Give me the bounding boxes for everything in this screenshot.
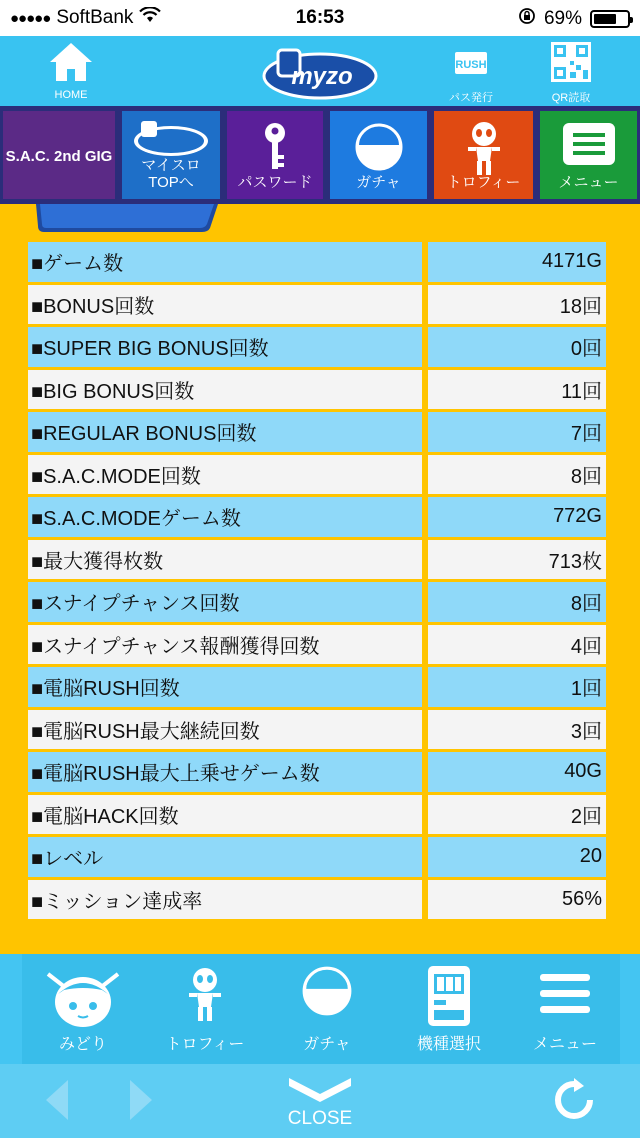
stats-row bbox=[28, 540, 612, 583]
stats-row bbox=[28, 880, 612, 923]
stats-row bbox=[28, 710, 612, 753]
stat-label: ■S.A.C.MODEゲーム数 bbox=[28, 497, 425, 540]
nav-password[interactable] bbox=[224, 108, 326, 202]
game-banner-text: S.A.C. 2nd GIG bbox=[5, 148, 113, 165]
stat-value: 0回 bbox=[425, 327, 609, 370]
stats-row bbox=[28, 497, 612, 540]
stat-value: 4171G bbox=[425, 242, 609, 285]
tab-trophy[interactable] bbox=[144, 954, 266, 1064]
nav-gacha[interactable] bbox=[327, 108, 430, 202]
tab-machine-select-label: 機種選択 bbox=[416, 1036, 481, 1053]
nav-menu[interactable] bbox=[537, 108, 640, 202]
nav-menu-label: メニュー bbox=[558, 174, 619, 191]
chevron-left-icon bbox=[42, 1078, 72, 1122]
pass-issue-label: パス発行 bbox=[449, 92, 493, 104]
status-bar bbox=[0, 0, 640, 36]
nav-password-label: パスワード bbox=[237, 174, 313, 191]
myzo-logo[interactable] bbox=[260, 42, 380, 102]
stats-row bbox=[28, 285, 612, 328]
stat-label: ■BONUS回数 bbox=[28, 285, 425, 328]
top-nav bbox=[0, 106, 640, 204]
qr-read-button[interactable] bbox=[538, 40, 604, 105]
close-label: CLOSE bbox=[287, 1108, 353, 1129]
battery-fill bbox=[594, 14, 616, 24]
stats-panel bbox=[0, 204, 640, 954]
stats-row bbox=[28, 752, 612, 795]
stat-label: ■BIG BONUS回数 bbox=[28, 370, 425, 413]
stats-row bbox=[28, 412, 612, 455]
stats-row bbox=[28, 667, 612, 710]
orientation-lock-icon bbox=[518, 7, 536, 31]
tab-gacha[interactable] bbox=[266, 954, 388, 1064]
menu-icon bbox=[561, 121, 617, 167]
nav-myslo-top[interactable] bbox=[119, 108, 223, 202]
stat-value: 2回 bbox=[425, 795, 609, 838]
stats-row bbox=[28, 242, 612, 285]
logo-text: myzo bbox=[291, 63, 353, 90]
stat-value: 11回 bbox=[425, 370, 609, 413]
pass-issue-button[interactable] bbox=[438, 40, 504, 105]
status-right bbox=[518, 7, 630, 31]
chevron-down-icon bbox=[285, 1076, 355, 1102]
tab-midori[interactable] bbox=[22, 954, 144, 1064]
carrier-name: SoftBank bbox=[56, 7, 134, 28]
home-icon bbox=[47, 40, 95, 84]
stats-row bbox=[28, 455, 612, 498]
stat-label: ■スナイプチャンス報酬獲得回数 bbox=[28, 625, 425, 668]
stats-row bbox=[28, 327, 612, 370]
app-header bbox=[0, 36, 640, 106]
tab-trophy-label: トロフィー bbox=[165, 1036, 245, 1053]
stat-value: 1回 bbox=[425, 667, 609, 710]
qr-code-icon bbox=[549, 40, 593, 84]
stat-value: 20 bbox=[425, 837, 609, 880]
myzo-logo-icon bbox=[131, 117, 211, 161]
stat-value: 8回 bbox=[425, 582, 609, 625]
stat-label: ■最大獲得枚数 bbox=[28, 540, 425, 583]
gacha-capsule-icon bbox=[300, 964, 354, 1018]
stat-value: 772G bbox=[425, 497, 609, 540]
rush-text: RUSH bbox=[455, 59, 487, 71]
stats-row bbox=[28, 625, 612, 668]
rush-pass-icon bbox=[449, 40, 493, 84]
home-button[interactable] bbox=[38, 40, 104, 101]
stat-label: ■S.A.C.MODE回数 bbox=[28, 455, 425, 498]
gacha-capsule-icon bbox=[353, 121, 405, 173]
qr-read-label: QR読取 bbox=[551, 92, 591, 104]
stats-row bbox=[28, 795, 612, 838]
stat-value: 7回 bbox=[425, 412, 609, 455]
stat-label: ■レベル bbox=[28, 837, 425, 880]
stat-value: 713枚 bbox=[425, 540, 609, 583]
stat-label: ■ミッション達成率 bbox=[28, 880, 425, 923]
stat-value: 56% bbox=[425, 880, 609, 923]
stat-value: 3回 bbox=[425, 710, 609, 753]
stat-label: ■電脳RUSH最大継続回数 bbox=[28, 710, 425, 753]
nav-trophy[interactable] bbox=[431, 108, 536, 202]
game-banner-icon bbox=[3, 111, 115, 199]
stat-value: 18回 bbox=[425, 285, 609, 328]
slot-machine-icon bbox=[426, 964, 472, 1028]
home-label: HOME bbox=[54, 89, 88, 101]
reload-icon bbox=[552, 1078, 596, 1122]
tab-menu-label: メニュー bbox=[532, 1036, 597, 1053]
stat-value: 40G bbox=[425, 752, 609, 795]
stat-label: ■ゲーム数 bbox=[28, 242, 425, 285]
stat-label: ■電脳HACK回数 bbox=[28, 795, 425, 838]
nav-myslo-line1: マイスロ bbox=[141, 157, 201, 174]
stat-value: 8回 bbox=[425, 455, 609, 498]
stat-label: ■電脳RUSH回数 bbox=[28, 667, 425, 710]
nav-game-banner[interactable] bbox=[0, 108, 118, 202]
nav-myslo-line2: TOPへ bbox=[148, 174, 194, 191]
chevron-right-icon bbox=[126, 1078, 156, 1122]
stat-label: ■スナイプチャンス回数 bbox=[28, 582, 425, 625]
stat-label: ■電脳RUSH最大上乗せゲーム数 bbox=[28, 752, 425, 795]
nav-gacha-label: ガチャ bbox=[356, 174, 401, 191]
forward-button[interactable] bbox=[126, 1078, 156, 1127]
signal-icon: ●●●●● bbox=[10, 9, 51, 27]
midori-avatar-icon bbox=[38, 964, 128, 1030]
trophy-figure-icon bbox=[462, 121, 506, 177]
stat-label: ■REGULAR BONUS回数 bbox=[28, 412, 425, 455]
tab-machine-select[interactable] bbox=[388, 954, 510, 1064]
key-icon bbox=[255, 121, 295, 173]
tab-gacha-label: ガチャ bbox=[303, 1036, 351, 1053]
battery-icon bbox=[590, 10, 630, 28]
stats-row bbox=[28, 837, 612, 880]
stats-table bbox=[28, 242, 612, 922]
tab-midori-label: みどり bbox=[58, 1036, 107, 1053]
battery-percent: 69% bbox=[543, 8, 582, 29]
nav-trophy-label: トロフィー bbox=[446, 174, 521, 191]
stat-value: 4回 bbox=[425, 625, 609, 668]
trophy-figure-icon bbox=[183, 964, 227, 1026]
bottom-tabs bbox=[0, 954, 640, 1064]
hamburger-menu-icon bbox=[540, 972, 590, 1016]
reload-button[interactable] bbox=[552, 1078, 596, 1127]
close-button[interactable] bbox=[270, 1076, 370, 1130]
clock: 16:53 bbox=[295, 7, 345, 28]
tab-menu[interactable] bbox=[510, 954, 620, 1064]
bottom-toolbar bbox=[0, 1064, 640, 1138]
mascot-banner bbox=[32, 204, 222, 234]
stats-row bbox=[28, 370, 612, 413]
stat-label: ■SUPER BIG BONUS回数 bbox=[28, 327, 425, 370]
back-button[interactable] bbox=[42, 1078, 72, 1127]
stats-row bbox=[28, 582, 612, 625]
